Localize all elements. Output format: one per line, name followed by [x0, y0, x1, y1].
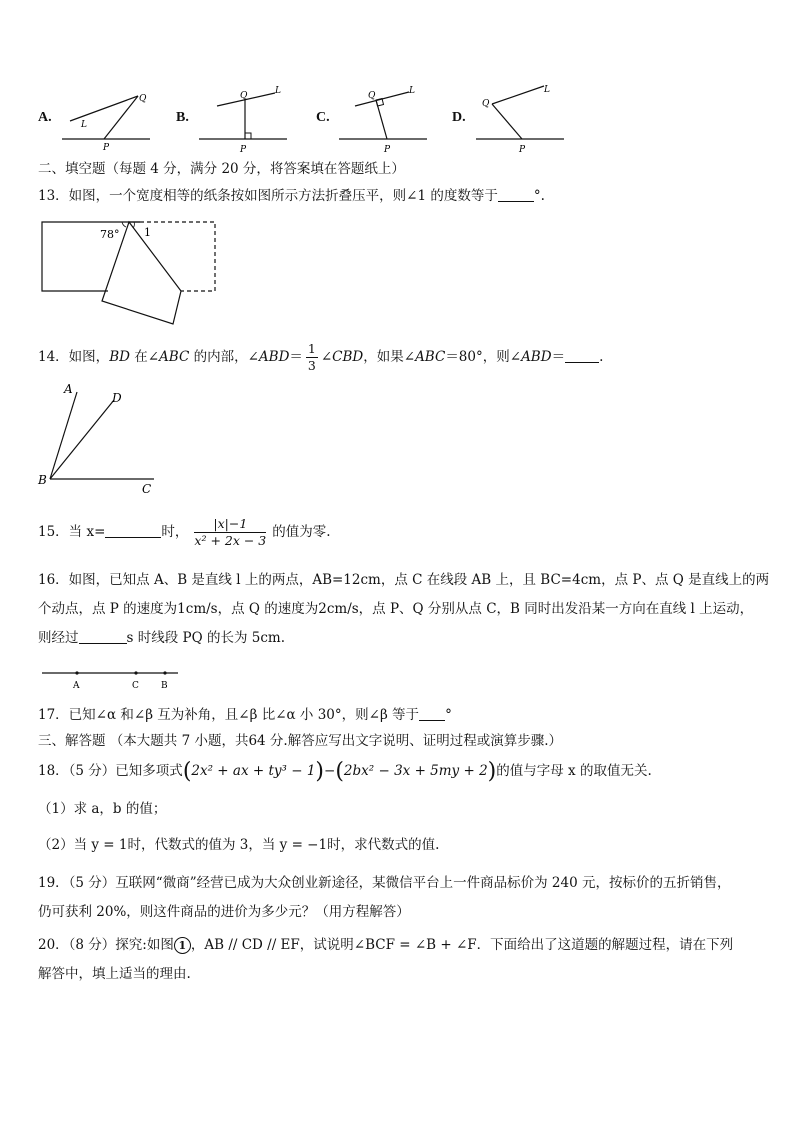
q13-angle-label: 78°: [100, 228, 120, 241]
option-b-q-label: Q: [240, 91, 248, 101]
q17-answer-blank[interactable]: [419, 706, 445, 721]
q14-fraction-denominator: 3: [307, 358, 316, 373]
q14-text: [38, 340, 603, 374]
q15-prefix: 15．当 x=: [38, 524, 106, 540]
q14-text-part: 在∠: [129, 349, 160, 365]
q14-text-part: ＝80°，则∠: [445, 349, 522, 365]
option-c-q-label: Q: [368, 91, 376, 101]
q20-text: [38, 931, 733, 989]
q18-paren-open: (: [182, 759, 192, 784]
q19-text: [38, 869, 730, 927]
option-d-figure: [472, 84, 572, 156]
q16-line-3-after: s 时线段 PQ 的长为 5cm.: [126, 630, 285, 646]
option-b-letter: B.: [176, 110, 189, 125]
q13-angle-1-label: 1: [144, 226, 151, 239]
q14-fraction: [306, 341, 318, 374]
q14-end: .: [599, 349, 604, 365]
q14-text-part: ，如果∠: [363, 349, 416, 365]
section-3-heading: 三、解答题 （本大题共 7 小题，共64 分.解答应写出文字说明、证明过程或演算步骤.）: [38, 733, 563, 749]
q16-line-1: 16．如图，已知点 A、B 是直线 l 上的两点，AB=12cm，点 C 在线段 AB 上，且 BC=4cm，点 P、点 Q 是直线上的两: [38, 572, 770, 588]
option-b-p-label: P: [240, 145, 247, 155]
q17-text: [38, 705, 452, 725]
option-c-figure: [335, 84, 435, 156]
option-a-letter: A.: [38, 110, 52, 125]
q14-equals: ＝: [289, 349, 303, 365]
q15-suffix: 的值为零.: [272, 524, 331, 540]
q13-text-after: °.: [533, 188, 545, 204]
q13-text: [38, 186, 545, 206]
q18-suffix: 的值与字母 x 的取值无关.: [496, 763, 652, 779]
q13-text-before: 13．如图，一个宽度相等的纸条按如图所示方法折叠压平，则∠1 的度数等于: [38, 188, 498, 204]
q20-figure-number: 1: [174, 937, 191, 954]
q14-fraction-numerator: 1: [307, 341, 316, 356]
q12-options: [0, 80, 794, 160]
q14-answer-blank[interactable]: [565, 348, 599, 363]
q14-figure: [36, 378, 166, 496]
option-d-l-label: L: [544, 85, 550, 95]
q15-denominator: x² + 2x − 3: [194, 533, 267, 548]
q15-text: [38, 512, 331, 552]
option-a-p-label: P: [103, 143, 110, 153]
q18-prefix: 18．（5 分）已知多项式: [38, 763, 183, 779]
option-b-figure: [195, 84, 295, 156]
q18-minus: −: [324, 763, 336, 779]
q15-fraction: [194, 516, 266, 549]
q16-label-c: C: [132, 681, 139, 691]
q16-label-b: B: [161, 681, 168, 691]
option-d-q-label: Q: [482, 99, 490, 109]
q17-after: °: [445, 707, 452, 723]
q15-mid: 时，: [161, 524, 189, 540]
q20-line-2: 解答中，填上适当的理由.: [38, 966, 191, 982]
q20-rest: ，AB // CD // EF，试说明∠BCF = ∠B + ∠F．下面给出了这道题的解题过程，请在下列: [190, 937, 734, 953]
q18-part-1: （1）求 a，b 的值；: [38, 801, 167, 817]
q14-abc: ABC: [415, 349, 446, 365]
option-c-p-label: P: [384, 145, 391, 155]
q13-figure: [36, 215, 226, 330]
option-a-l-label: L: [81, 120, 87, 130]
q14-equals: ＝: [551, 349, 566, 365]
q16-line-2: 个动点，点 P 的速度为1cm/s，点 Q 的速度为2cm/s，点 P、Q 分别从点 C，B 同时出发沿某一方向在直线 l 上运动，: [38, 601, 754, 617]
q13-answer-blank[interactable]: [498, 187, 534, 202]
option-a-q-label: Q: [139, 94, 147, 104]
q20-line-1: [38, 931, 733, 960]
q16-text: [38, 566, 770, 653]
q18-expression-1: 2x² + ax + ty³ − 1: [191, 763, 316, 779]
q14-abc: ABC: [159, 349, 190, 365]
q15-numerator: |x|−1: [194, 516, 266, 533]
q16-line-3: [38, 624, 758, 653]
option-a-figure: [58, 88, 158, 156]
q14-number: 14．如图，: [38, 349, 110, 365]
q18-part-2: （2）当 y = 1时，代数式的值为 3，当 y = −1时，求代数式的值.: [38, 837, 440, 853]
q14-label-d: D: [112, 391, 122, 405]
q14-label-b: B: [38, 473, 47, 487]
option-d-letter: D.: [452, 110, 466, 125]
q18-paren-close: ): [487, 759, 497, 784]
q16-line-3-before: 则经过: [38, 630, 79, 646]
q14-abd: ABD: [258, 349, 290, 365]
q15-answer-blank[interactable]: [105, 523, 161, 538]
q19-line-2: 仍可获利 20%，则这件商品的进价为多少元？（用方程解答）: [38, 904, 410, 920]
q18-expression-2: 2bx² − 3x + 5my + 2: [343, 763, 488, 779]
q18-paren-close: ): [315, 759, 325, 784]
q14-label-a: A: [64, 382, 73, 396]
q14-cbd: CBD: [332, 349, 364, 365]
q20-prefix: 20．（8 分）探究:如图: [38, 937, 174, 953]
q16-answer-blank[interactable]: [79, 629, 127, 644]
option-c-l-label: L: [409, 86, 415, 96]
q17-before: 17．已知∠α 和∠β 互为补角，且∠β 比∠α 小 30°，则∠β 等于: [38, 707, 420, 723]
q16-label-a: A: [73, 681, 80, 691]
q14-text-part: ∠: [320, 349, 333, 365]
section-2-heading: 二、填空题（每题 4 分，满分 20 分，将答案填在答题纸上）: [38, 161, 405, 177]
q14-bd: BD: [109, 349, 130, 365]
option-d-p-label: P: [519, 145, 526, 155]
q18-paren-open: (: [335, 759, 344, 784]
q16-figure: [40, 664, 190, 692]
q18-text: [38, 761, 652, 782]
q14-label-c: C: [142, 482, 152, 496]
option-b-l-label: L: [275, 86, 281, 96]
q14-text-part: 的内部，∠: [189, 349, 259, 365]
q14-abd: ABD: [521, 349, 552, 365]
q19-line-1: 19．（5 分）互联网“微商”经营已成为大众创业新途径，某微信平台上一件商品标价为 240 元，按标价的五折销售，: [38, 875, 731, 891]
option-c-letter: C.: [316, 110, 330, 125]
